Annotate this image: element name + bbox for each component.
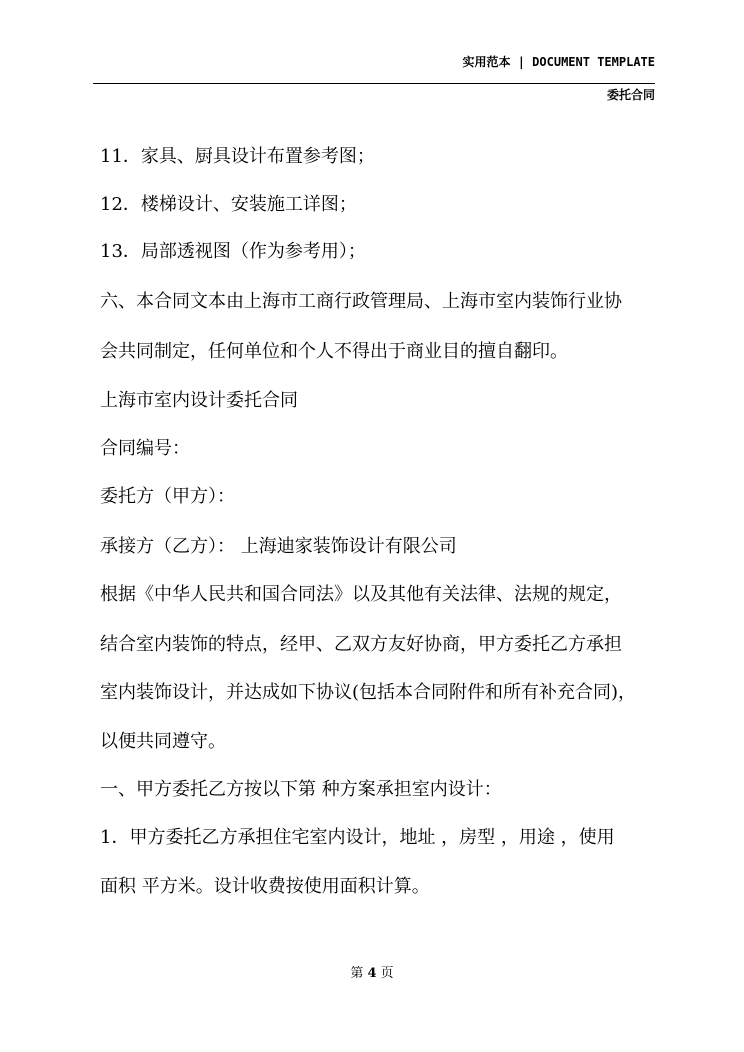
body-line: 面积 平方米。设计收费按使用面积计算。 <box>100 876 430 897</box>
body-line: 上海市室内设计委托合同 <box>100 390 298 411</box>
body-line: 委托方（甲方）： <box>100 486 235 507</box>
body-line: 12．楼梯设计、安装施工详图； <box>100 194 357 215</box>
header-divider <box>93 83 655 84</box>
page-number <box>0 962 744 981</box>
body-line: 以便共同遵守。 <box>100 731 226 752</box>
header-title: 实用范本 | DOCUMENT TEMPLATE <box>462 55 655 69</box>
body-line: 承接方（乙方）： 上海迪家装饰设计有限公司 <box>100 536 457 557</box>
body-line: 合同编号： <box>100 438 190 459</box>
page-number-value: 4 <box>367 966 377 981</box>
body-line: 结合室内装饰的特点，经甲、乙双方友好协商，甲方委托乙方承担 <box>100 634 622 655</box>
body-line: 根据《中华人民共和国合同法》以及其他有关法律、法规的规定， <box>100 584 622 605</box>
body-line: 六、本合同文本由上海市工商行政管理局、上海市室内装饰行业协 <box>100 291 622 312</box>
page-prefix: 第 <box>350 966 364 981</box>
body-line: 一、甲方委托乙方按以下第 种方案承担室内设计： <box>100 779 502 800</box>
header-subtitle: 委托合同 <box>606 88 655 102</box>
body-line: 室内装饰设计，并达成如下协议(包括本合同附件和所有补充合同)， <box>100 682 637 703</box>
body-line: 13．局部透视图（作为参考用）； <box>100 241 366 262</box>
body-line: 会共同制定，任何单位和个人不得出于商业目的擅自翻印。 <box>100 341 568 362</box>
body-line: 11．家具、厨具设计布置参考图； <box>100 146 375 167</box>
page-suffix: 页 <box>380 966 394 981</box>
body-line: 1．甲方委托乙方承担住宅室内设计，地址 ，房型 ，用途 ，使用 <box>100 827 615 848</box>
